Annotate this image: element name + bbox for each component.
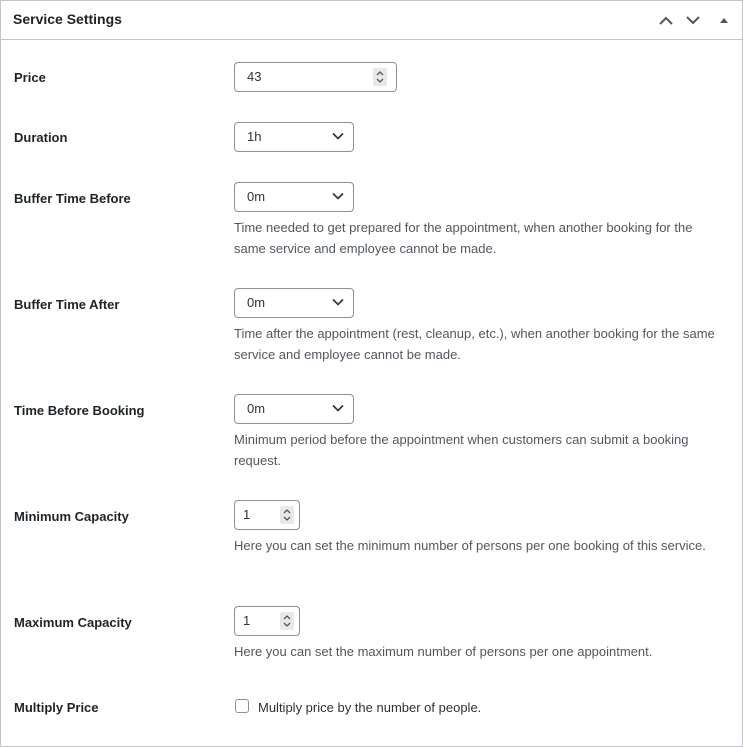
price-stepper[interactable] (373, 68, 387, 86)
stepper-arrows-icon (280, 506, 294, 524)
buffer-before-help: Time needed to get prepared for the appointment, when another booking for the same service and employee cannot be made. (234, 220, 693, 256)
min-capacity-label: Minimum Capacity (14, 509, 129, 524)
move-down-button[interactable] (681, 7, 705, 33)
chevron-down-icon (332, 298, 344, 306)
time-before-booking-label: Time Before Booking (14, 403, 145, 418)
min-capacity-stepper[interactable] (280, 506, 294, 524)
price-input[interactable] (234, 62, 397, 92)
multiply-price-label: Multiply Price (14, 700, 99, 715)
buffer-after-help: Time after the appointment (rest, cleanup, etc.), when another booking for the same service and employee cannot be made. (234, 326, 715, 362)
chevron-down-icon (332, 132, 344, 140)
panel-header (1, 1, 742, 40)
price-value: 43 (247, 69, 262, 84)
move-up-button[interactable] (654, 7, 678, 33)
min-capacity-value: 1 (243, 507, 251, 522)
buffer-before-value: 0m (247, 189, 266, 204)
buffer-after-select[interactable] (234, 288, 354, 318)
toggle-panel-button[interactable] (712, 7, 736, 33)
max-capacity-value: 1 (243, 613, 251, 628)
min-capacity-help: Here you can set the minimum number of persons per one booking of this service. (234, 538, 706, 553)
stepper-arrows-icon (373, 68, 387, 86)
buffer-before-select[interactable] (234, 182, 354, 212)
price-label: Price (14, 70, 46, 85)
max-capacity-help: Here you can set the maximum number of persons per one appointment. (234, 644, 653, 659)
chevron-down-icon (686, 16, 700, 25)
max-capacity-stepper[interactable] (280, 612, 294, 630)
chevron-down-icon (332, 192, 344, 200)
multiply-price-checkbox[interactable] (235, 699, 249, 713)
chevron-down-icon (332, 404, 344, 412)
max-capacity-input[interactable] (234, 606, 300, 636)
panel-title: Service Settings (13, 11, 122, 27)
chevron-up-icon (659, 16, 673, 25)
stepper-arrows-icon (280, 612, 294, 630)
duration-value: 1h (247, 129, 262, 144)
buffer-after-value: 0m (247, 295, 266, 310)
buffer-before-label: Buffer Time Before (14, 191, 131, 206)
max-capacity-label: Maximum Capacity (14, 615, 132, 630)
duration-select[interactable] (234, 122, 354, 152)
time-before-booking-select[interactable] (234, 394, 354, 424)
time-before-booking-help: Minimum period before the appointment when customers can submit a booking request. (234, 432, 689, 468)
multiply-price-checkbox-label[interactable]: Multiply price by the number of people. (258, 700, 482, 715)
min-capacity-input[interactable] (234, 500, 300, 530)
buffer-after-label: Buffer Time After (14, 297, 120, 312)
time-before-booking-value: 0m (247, 401, 266, 416)
duration-label: Duration (14, 130, 68, 145)
triangle-up-icon (719, 17, 729, 24)
